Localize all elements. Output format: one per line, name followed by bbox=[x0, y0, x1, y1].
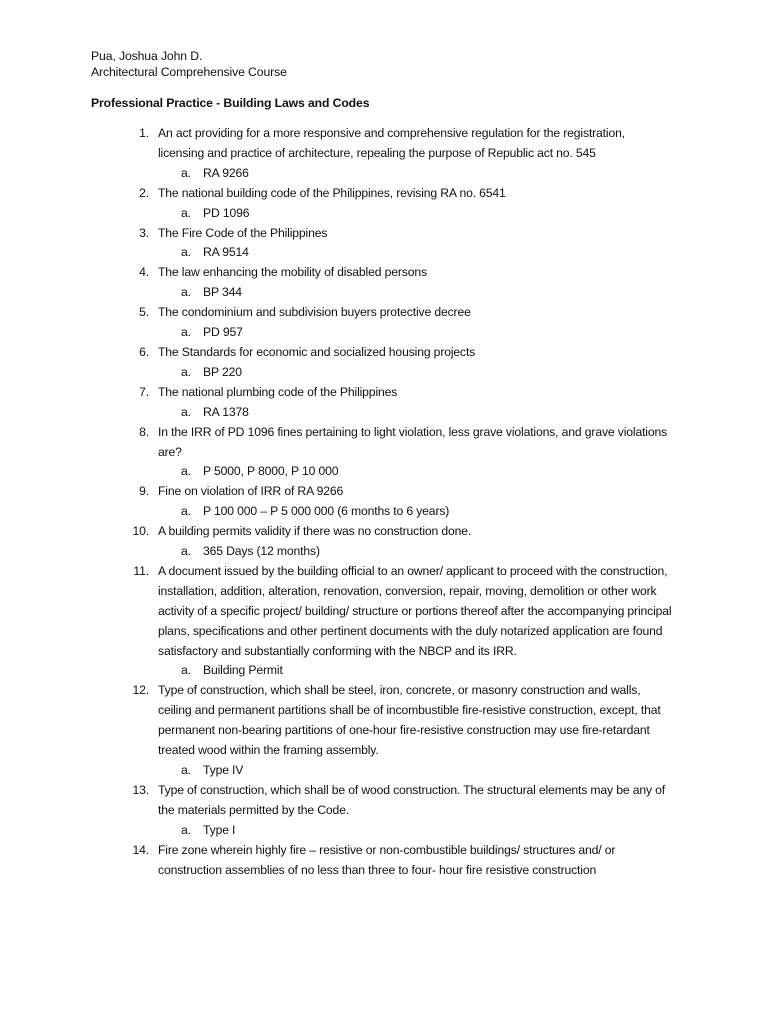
question-row bbox=[0, 681, 673, 761]
question-text: An act providing for a more responsive and comprehensive regulation for the registration, licensing and practice of architecture, repealing the purpose of Republic act no. 545 bbox=[158, 126, 625, 160]
question-text: The condominium and subdivision buyers protective decree bbox=[158, 305, 471, 320]
section-title: Professional Practice - Building Laws and Codes bbox=[91, 96, 370, 110]
answer-row bbox=[0, 661, 673, 681]
question-text: Type of construction, which shall be steel, iron, concrete, or masonry construction and walls, ceiling and permanent partitions shall be of incombustible fire-resistive construction, except, that permanent non-bearing partitions of one-hour fire-resistive construction may use fire-retardant treated wood within the framing assembly. bbox=[158, 683, 661, 758]
answer-text: RA 9514 bbox=[203, 245, 249, 260]
answer-letter: a. bbox=[181, 763, 191, 777]
answer-row bbox=[0, 204, 673, 224]
answer-row bbox=[0, 323, 673, 343]
answer-letter: a. bbox=[181, 544, 191, 559]
question-number: 1. bbox=[139, 126, 149, 140]
question-row bbox=[0, 781, 673, 821]
question-number: 13. bbox=[132, 782, 149, 797]
question-number: 8. bbox=[139, 424, 149, 439]
question-item bbox=[0, 841, 673, 881]
author-name: Pua, Joshua John D. bbox=[91, 49, 203, 63]
answer-letter: a. bbox=[181, 245, 191, 260]
answer-text: PD 957 bbox=[203, 325, 243, 340]
question-row bbox=[0, 482, 673, 502]
answer-text: Building Permit bbox=[203, 663, 283, 678]
question-item bbox=[0, 383, 673, 423]
question-text: The Standards for economic and socialized housing projects bbox=[158, 344, 476, 359]
question-row bbox=[0, 184, 673, 204]
question-item bbox=[0, 263, 673, 303]
question-item bbox=[0, 184, 673, 224]
question-number: 4. bbox=[139, 265, 149, 280]
answer-row bbox=[0, 403, 673, 423]
answer-text: BP 344 bbox=[203, 285, 242, 300]
question-item bbox=[0, 303, 673, 343]
question-item bbox=[0, 562, 673, 681]
answer-text: BP 220 bbox=[203, 364, 242, 379]
answer-text: RA 1378 bbox=[203, 404, 249, 419]
question-item bbox=[0, 482, 673, 522]
question-item bbox=[0, 124, 673, 184]
answer-row bbox=[0, 363, 673, 383]
answer-text: P 5000, P 8000, P 10 000 bbox=[203, 464, 339, 479]
question-list bbox=[0, 124, 673, 880]
question-row bbox=[0, 383, 673, 403]
question-number: 11. bbox=[133, 563, 149, 578]
question-text: A building permits validity if there was no construction done. bbox=[158, 524, 472, 539]
answer-letter: a. bbox=[181, 464, 191, 479]
answer-text: 365 Days (12 months) bbox=[203, 544, 320, 559]
question-number: 7. bbox=[139, 384, 149, 399]
answer-row bbox=[0, 243, 673, 263]
question-number: 9. bbox=[139, 484, 149, 499]
answer-letter: a. bbox=[181, 663, 191, 678]
question-text: Type of construction, which shall be of wood construction. The structural elements may be any of the materials permitted by the Code. bbox=[158, 782, 665, 817]
question-row bbox=[0, 263, 673, 283]
answer-row bbox=[0, 283, 673, 303]
question-row bbox=[0, 303, 673, 323]
question-text: The law enhancing the mobility of disabled persons bbox=[158, 265, 427, 280]
question-number: 14. bbox=[132, 842, 149, 857]
question-item bbox=[0, 224, 673, 264]
answer-letter: a. bbox=[181, 822, 191, 837]
answer-row bbox=[0, 164, 673, 184]
answer-letter: a. bbox=[181, 285, 191, 300]
question-item bbox=[0, 781, 673, 841]
answer-row bbox=[0, 502, 673, 522]
course-name: Architectural Comprehensive Course bbox=[91, 65, 287, 79]
question-number: 6. bbox=[139, 344, 149, 359]
answer-text: Type I bbox=[203, 822, 236, 837]
question-item bbox=[0, 343, 673, 383]
question-row bbox=[0, 224, 673, 244]
question-number: 2. bbox=[139, 185, 149, 200]
question-row bbox=[0, 423, 673, 463]
answer-row bbox=[0, 821, 673, 841]
answer-text: RA 9266 bbox=[203, 165, 249, 180]
question-number: 3. bbox=[139, 225, 149, 240]
answer-text: Type IV bbox=[203, 763, 244, 777]
answer-letter: a. bbox=[181, 364, 191, 379]
question-row bbox=[0, 562, 673, 662]
question-row bbox=[0, 124, 673, 164]
answer-letter: a. bbox=[181, 205, 191, 220]
question-number: 10. bbox=[132, 524, 149, 539]
question-text: The national building code of the Philippines, revising RA no. 6541 bbox=[158, 185, 506, 200]
question-text: A document issued by the building official to an owner/ applicant to proceed with the construction, installation, addition, alteration, renovation, conversion, repair, moving, demolition or other work activity of a specific project/ building/ structure or portions thereof after the accompanying principal plans, specifications and other pertinent documents with the duly notarized application are found satisfactory and substantially conforming with the NBCP and its IRR. bbox=[158, 563, 672, 658]
answer-letter: a. bbox=[181, 325, 191, 340]
answer-letter: a. bbox=[181, 404, 191, 419]
question-item bbox=[0, 423, 673, 483]
answer-letter: a. bbox=[181, 504, 191, 519]
question-row bbox=[0, 522, 673, 542]
question-row bbox=[0, 841, 673, 881]
answer-text: P 100 000 – P 5 000 000 (6 months to 6 years) bbox=[203, 504, 450, 519]
answer-letter: a. bbox=[181, 165, 191, 180]
question-text: In the IRR of PD 1096 fines pertaining to light violation, less grave violations, and grave violations are? bbox=[158, 424, 668, 459]
answer-row bbox=[0, 542, 673, 562]
question-text: Fire zone wherein highly fire – resistive or non-combustible buildings/ structures and/ or construction assemblies of no less than three to four- hour fire resistive construction bbox=[158, 842, 616, 877]
question-item bbox=[0, 681, 673, 781]
question-number: 5. bbox=[139, 305, 149, 320]
question-text: The national plumbing code of the Philippines bbox=[158, 384, 398, 399]
question-text: Fine on violation of IRR of RA 9266 bbox=[158, 484, 344, 499]
answer-row bbox=[0, 462, 673, 482]
question-number: 12. bbox=[132, 683, 149, 698]
question-item bbox=[0, 522, 673, 562]
question-row bbox=[0, 343, 673, 363]
answer-row bbox=[0, 761, 673, 781]
question-text: The Fire Code of the Philippines bbox=[158, 225, 328, 240]
answer-text: PD 1096 bbox=[203, 205, 250, 220]
